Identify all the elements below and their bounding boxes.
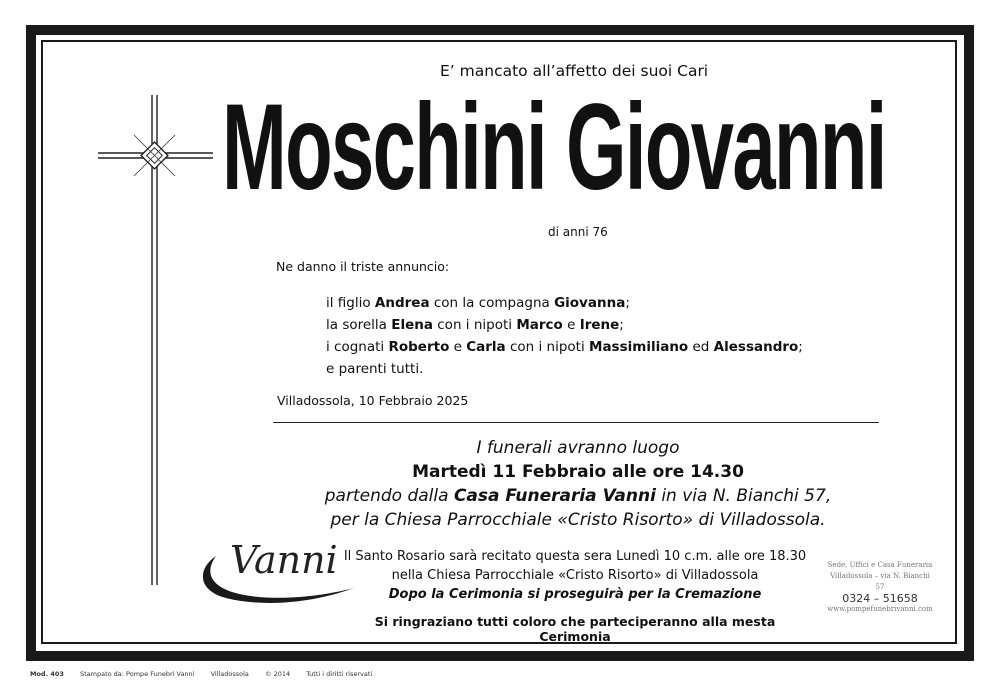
footer-printed: Stampato da: Pompe Funebri Vanni [79,670,195,678]
relatives-text: ; [625,295,630,311]
deceased-name: Moschini Giovanni [222,78,886,216]
divider-line [273,422,879,423]
thanks-text: Si ringraziano tutti coloro che parteciperanno alla mesta Cerimonia [374,614,776,644]
relatives-line [326,292,803,314]
contact-web: www.pompefunebrivanni.com [827,605,933,613]
footer-rights: Tutti i diritti riservati [306,670,373,678]
relatives-text: la sorella [326,317,392,333]
relatives-text: e parenti tutti. [326,361,424,377]
cremation-note: Dopo la Cerimonia si proseguirà per la Cremazione [388,587,762,602]
footer-mod: Mod. 403 [30,670,64,678]
vanni-logo-text: Vanni [230,538,338,582]
funeral-line-3 [276,484,880,508]
rosary-line-2: nella Chiesa Parrocchiale «Cristo Risorto» di Villadossola [391,568,759,583]
relative-name: Marco [516,317,563,333]
relatives-text: con i nipoti [505,339,590,355]
relatives-text: ; [619,317,624,333]
contact-block [825,560,935,615]
relative-name: Giovanna [554,295,626,311]
relative-name: Roberto [388,339,450,355]
relative-name: Alessandro [713,339,799,355]
relatives-line [326,314,803,336]
relatives-list [326,292,803,380]
footer-town: Villadossola [210,670,249,678]
vanni-logo-swoosh-icon [196,550,356,608]
cross-icon [96,95,216,585]
place-date: Villadossola, 10 Febbraio 2025 [277,393,469,408]
intro-text: E’ mancato all’affetto dei suoi Cari [440,62,709,80]
relatives-text: con i nipoti [432,317,517,333]
rosary-info [340,547,810,604]
contact-phone: 0324 – 51658 [842,592,918,605]
funeral-home-name: Casa Funeraria Vanni [453,486,656,506]
relatives-text: ed [688,339,714,355]
relatives-text: e [449,339,467,355]
funeral-date-time: Martedì 11 Febbraio alle ore 14.30 [412,462,744,482]
footer-year: © 2014 [265,670,291,678]
funeral-line-1: I funerali avranno luogo [476,438,680,458]
contact-line-2: Villadossola – via N. Bianchi 57 [830,572,930,591]
funeral-line-3-pre: partendo dalla [324,486,454,506]
announce-text: Ne danno il triste annuncio: [276,259,450,274]
relative-name: Elena [391,317,433,333]
rosary-line-1: Il Santo Rosario sarà recitato questa sera Lunedì 10 c.m. alle ore 18.30 [343,549,807,564]
funeral-line-3-post: in via N. Bianchi 57, [655,486,832,506]
relatives-line [326,336,803,358]
footer [30,670,386,678]
relatives-text: con la compagna [429,295,555,311]
relatives-text: il figlio [326,295,375,311]
relative-name: Massimiliano [589,339,689,355]
relative-name: Carla [466,339,506,355]
contact-line-1: Sede, Uffici e Casa Funeraria [827,561,933,569]
funeral-details [276,436,880,532]
relative-name: Andrea [374,295,430,311]
relatives-line [326,358,803,380]
relative-name: Irene [579,317,620,333]
relatives-text: e [562,317,580,333]
funeral-line-4: per la Chiesa Parrocchiale «Cristo Risorto» di Villadossola. [330,510,826,530]
relatives-text: ; [798,339,803,355]
age-text: di anni 76 [548,225,608,239]
relatives-text: i cognati [326,339,389,355]
